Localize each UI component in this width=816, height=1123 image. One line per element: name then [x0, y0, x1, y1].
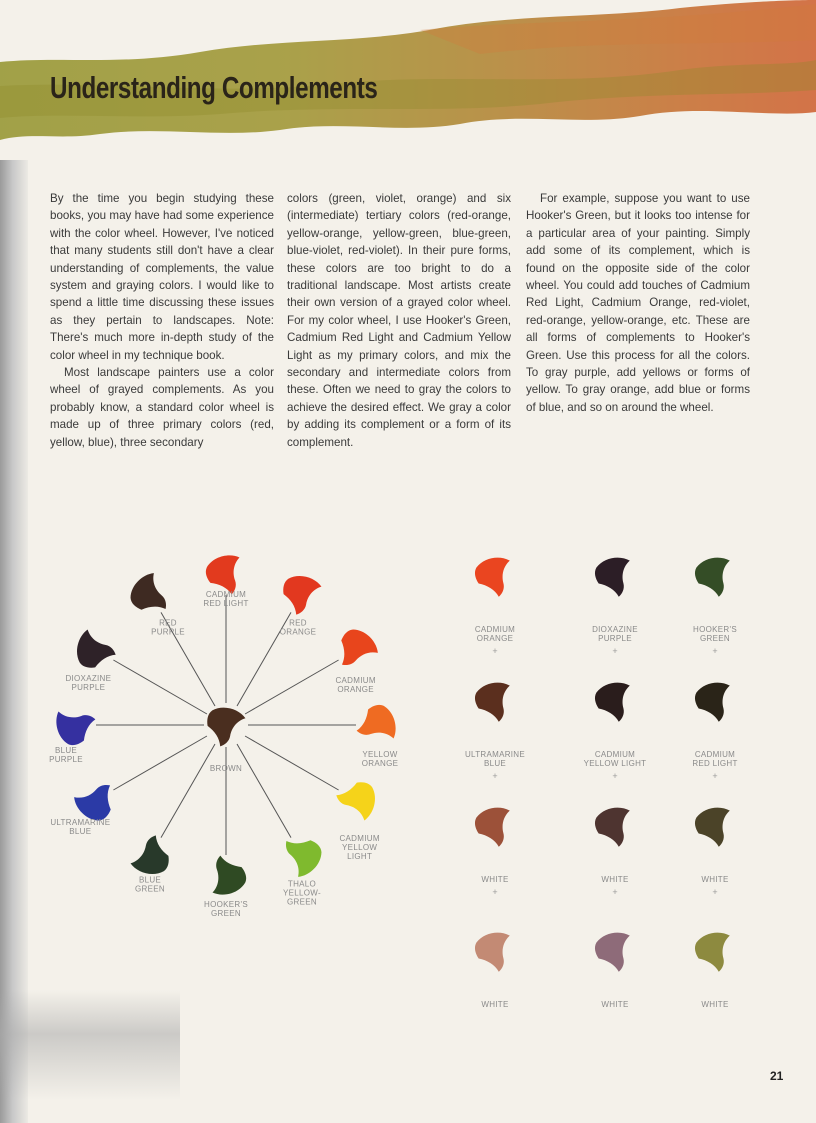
plus-sign: + [612, 887, 618, 897]
paint-swatch [692, 929, 738, 976]
wheel-color-label: CADMIUM YELLOW LIGHT [339, 834, 380, 861]
paint-swatch [472, 929, 518, 976]
mix-label: WHITE [481, 1000, 509, 1009]
mix-label: HOOKER'S GREEN [693, 625, 737, 643]
wheel-color-swatch [329, 623, 383, 677]
wheel-color-swatch [279, 573, 323, 618]
color-wheel-diagram [30, 545, 430, 945]
wheel-color-label: RED PURPLE [151, 618, 185, 637]
paint-swatch [279, 573, 323, 618]
paint-swatch [124, 569, 178, 623]
book-spine-shadow [0, 160, 28, 1123]
wheel-color-swatch [274, 828, 328, 882]
text-column-2 [287, 190, 511, 451]
paint-swatch [592, 679, 638, 726]
plus-sign: + [612, 646, 618, 656]
paint-swatch [129, 832, 173, 877]
mix-swatch [692, 554, 738, 601]
wheel-color-label: YELLOW ORANGE [361, 750, 399, 768]
plus-sign: + [712, 771, 718, 781]
page-number: 21 [770, 1069, 784, 1083]
wheel-color-label: DIOXAZINE PURPLE [65, 674, 112, 692]
mix-label: CADMIUM RED LIGHT [692, 750, 738, 768]
paint-swatch [274, 828, 328, 882]
paint-swatch [329, 623, 383, 677]
paint-swatch [202, 850, 250, 899]
wheel-color-swatch [74, 628, 119, 672]
mix-label: WHITE [601, 875, 629, 884]
mix-label: CADMIUM YELLOW LIGHT [583, 750, 647, 768]
mix-label: WHITE [701, 1000, 729, 1009]
paint-swatch [592, 929, 638, 976]
plus-sign: + [612, 771, 618, 781]
page-title: Understanding Complements [50, 70, 378, 105]
wheel-color-swatch [202, 850, 250, 899]
mix-swatch [472, 804, 518, 851]
mix-swatch [472, 679, 518, 726]
paint-swatch [592, 804, 638, 851]
paragraph: colors (green, violet, orange) and six (intermediate) tertiary colors (red-orange, yellow-orange, yellow-green, blue-green, blue-violet, red-violet). In their pure forms, these colors are too bright to do a traditional landscape. Most artists create their own version of a grayed color wheel. For my color wheel, I use Hooker's Green, Cadmium Red Light and Cadmium Yellow Light as my primary colors, and mix the secondary and intermediate colors from these. Often we need to gray the colors to achieve the desired effect. We gray a color by adding its complement or a form of its complement. [287, 192, 511, 449]
wheel-center-swatch [203, 705, 247, 750]
mix-label: ULTRAMARINE BLUE [464, 750, 526, 768]
mix-swatch [592, 804, 638, 851]
mix-swatch [472, 929, 518, 976]
paint-swatch [52, 701, 101, 749]
plus-sign: + [492, 771, 498, 781]
paragraph: For example, suppose you want to use Hooker's Green, but it looks too intense for a particular area of your painting. Simply add some of its complement, which is found on the opposite side of the color wheel. You could add touches of Cadmium Red Light, Cadmium Orange, red-violet, red-orange, yellow-orange, etc. These are all forms of complements to Hooker's Green. Use this process for all the colors. To gray purple, add yellows or forms of yellow. To gray orange, add blue or forms of blue, and so on around the wheel. [526, 192, 750, 414]
mix-label: WHITE [481, 875, 509, 884]
paint-swatch [351, 701, 400, 749]
plus-sign: + [492, 887, 498, 897]
text-column-3 [526, 190, 750, 416]
wheel-color-label: THALO YELLOW-GREEN [283, 879, 321, 907]
paint-swatch [692, 679, 738, 726]
wheel-color-label: BLUE PURPLE [49, 746, 83, 764]
paint-swatch [333, 778, 378, 822]
mix-swatch [692, 679, 738, 726]
paint-swatch [692, 554, 738, 601]
wheel-center-label: BROWN [209, 764, 243, 773]
wheel-color-label: ULTRAMARINE BLUE [50, 818, 111, 836]
paint-swatch [203, 705, 247, 750]
mix-swatch [592, 929, 638, 976]
mix-swatch [592, 554, 638, 601]
wheel-color-swatch [124, 569, 178, 623]
plus-sign: + [712, 646, 718, 656]
paragraph: By the time you begin studying these books, you may have had some experience with the color wheel. However, I've noticed that many students still don't have a clear understanding of complements, the value system and graying colors. I would like to spend a little time discussing these issues as they pertain to landscapes. Note: There's much more in-depth study of the color wheel in my technique book. [50, 192, 274, 362]
wheel-color-swatch [333, 778, 378, 822]
paint-swatch [592, 554, 638, 601]
wheel-color-label: CADMIUM ORANGE [335, 676, 376, 694]
mix-swatch [472, 554, 518, 601]
wheel-color-swatch [351, 701, 400, 749]
wheel-color-label: RED ORANGE [279, 618, 317, 637]
paint-swatch [74, 628, 119, 672]
mix-swatch [692, 804, 738, 851]
mix-label: DIOXAZINE PURPLE [592, 625, 638, 643]
mix-swatch [692, 929, 738, 976]
mix-label: WHITE [701, 875, 729, 884]
mix-label: CADMIUM ORANGE [474, 625, 516, 643]
page-corner-shadow [0, 990, 180, 1100]
mix-label: WHITE [601, 1000, 629, 1009]
paint-swatch [472, 804, 518, 851]
plus-sign: + [712, 887, 718, 897]
wheel-color-swatch [52, 701, 101, 749]
wheel-color-label: BLUE GREEN [135, 875, 165, 894]
paragraph: Most landscape painters use a color wheel of grayed complements. As you probably know, a standard color wheel is made up of three primary colors (red, yellow, blue), three secondary [50, 366, 274, 449]
wheel-color-label: HOOKER'S GREEN [204, 900, 248, 918]
mix-swatch [592, 679, 638, 726]
wheel-color-swatch [129, 832, 173, 877]
text-column-1 [50, 190, 274, 451]
paint-swatch [692, 804, 738, 851]
complement-mixing-chart [440, 545, 770, 1009]
plus-sign: + [492, 646, 498, 656]
paint-swatch [472, 679, 518, 726]
wheel-color-label: CADMIUM RED LIGHT [203, 590, 249, 608]
paint-swatch [472, 554, 518, 601]
